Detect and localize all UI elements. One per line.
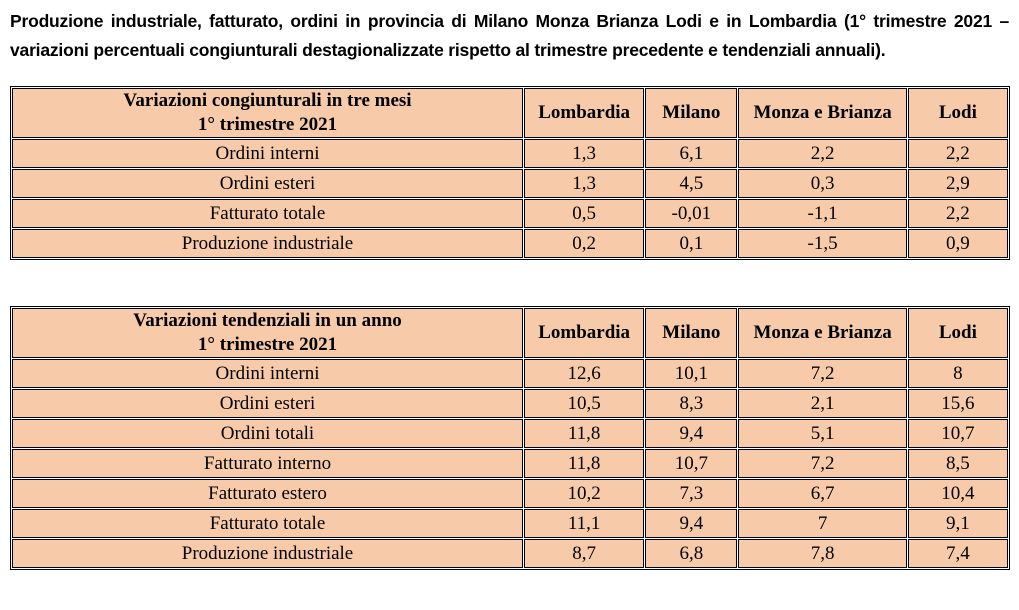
- table-title-cell: [12, 88, 523, 138]
- value-cell: 9,4: [645, 419, 737, 448]
- table-title-cell: [12, 308, 523, 358]
- value-cell: 1,3: [524, 139, 644, 168]
- value-cell: 8: [908, 359, 1008, 388]
- table-row: [12, 199, 1008, 228]
- value-cell: 9,4: [645, 509, 737, 538]
- row-label-cell: Produzione industriale: [12, 539, 523, 568]
- row-label-cell: Produzione industriale: [12, 229, 523, 258]
- value-cell: 2,2: [908, 199, 1008, 228]
- row-label-cell: Fatturato totale: [12, 199, 523, 228]
- value-cell: 0,2: [524, 229, 644, 258]
- value-cell: 2,2: [908, 139, 1008, 168]
- value-cell: 10,7: [645, 449, 737, 478]
- column-header-milano: Milano: [645, 88, 737, 138]
- value-cell: 10,1: [645, 359, 737, 388]
- congiunturali-table: [10, 86, 1010, 260]
- value-cell: 11,1: [524, 509, 644, 538]
- value-cell: 10,5: [524, 389, 644, 418]
- value-cell: 10,4: [908, 479, 1008, 508]
- value-cell: 11,8: [524, 419, 644, 448]
- table-row: [12, 539, 1008, 568]
- value-cell: 5,1: [738, 419, 906, 448]
- value-cell: 0,1: [645, 229, 737, 258]
- value-cell: 0,9: [908, 229, 1008, 258]
- value-cell: 10,2: [524, 479, 644, 508]
- value-cell: 6,8: [645, 539, 737, 568]
- value-cell: 7,2: [738, 359, 906, 388]
- value-cell: 6,1: [645, 139, 737, 168]
- value-cell: 7,4: [908, 539, 1008, 568]
- table-header-row: [12, 88, 1008, 138]
- value-cell: 12,6: [524, 359, 644, 388]
- table-row: [12, 449, 1008, 478]
- table-header-row: [12, 308, 1008, 358]
- value-cell: 7,8: [738, 539, 906, 568]
- column-header-lodi: Lodi: [908, 88, 1008, 138]
- value-cell: 10,7: [908, 419, 1008, 448]
- row-label-cell: Ordini esteri: [12, 389, 523, 418]
- value-cell: 6,7: [738, 479, 906, 508]
- table-row: [12, 509, 1008, 538]
- column-header-lodi: Lodi: [908, 308, 1008, 358]
- row-label-cell: Ordini totali: [12, 419, 523, 448]
- value-cell: 7: [738, 509, 906, 538]
- value-cell: 9,1: [908, 509, 1008, 538]
- value-cell: 0,5: [524, 199, 644, 228]
- table-row: [12, 479, 1008, 508]
- row-label-cell: Ordini interni: [12, 139, 523, 168]
- row-label-cell: Fatturato interno: [12, 449, 523, 478]
- table-row: [12, 389, 1008, 418]
- table-separator: [10, 260, 1009, 306]
- table-title-line1: Variazioni congiunturali in tre mesi: [123, 90, 412, 112]
- value-cell: 0,3: [738, 169, 906, 198]
- tendenziali-table: [10, 306, 1010, 570]
- column-header-milano: Milano: [645, 308, 737, 358]
- table-row: [12, 229, 1008, 258]
- value-cell: 8,7: [524, 539, 644, 568]
- value-cell: 2,9: [908, 169, 1008, 198]
- value-cell: 7,2: [738, 449, 906, 478]
- row-label-cell: Fatturato estero: [12, 479, 523, 508]
- table-title-line1: Variazioni tendenziali in un anno: [133, 310, 402, 332]
- value-cell: 7,3: [645, 479, 737, 508]
- value-cell: 11,8: [524, 449, 644, 478]
- table-row: [12, 419, 1008, 448]
- value-cell: 8,5: [908, 449, 1008, 478]
- table-title-line2: 1° trimestre 2021: [197, 334, 338, 355]
- value-cell: -1,5: [738, 229, 906, 258]
- value-cell: 8,3: [645, 389, 737, 418]
- column-header-lombardia: Lombardia: [524, 308, 644, 358]
- table-title-line2: 1° trimestre 2021: [197, 114, 338, 135]
- value-cell: -1,1: [738, 199, 906, 228]
- column-header-lombardia: Lombardia: [524, 88, 644, 138]
- row-label-cell: Ordini esteri: [12, 169, 523, 198]
- row-label-cell: Ordini interni: [12, 359, 523, 388]
- value-cell: 2,1: [738, 389, 906, 418]
- value-cell: 2,2: [738, 139, 906, 168]
- document-title: Produzione industriale, fatturato, ordini in provincia di Milano Monza Brianza Lodi e in Lombardia (1° trimestre 2021 – variazioni percentuali congiunturali destagionalizzate rispetto al trimestre precedente e tendenziali annuali).: [10, 11, 1009, 60]
- table-row: [12, 169, 1008, 198]
- table-row: [12, 139, 1008, 168]
- value-cell: -0,01: [645, 199, 737, 228]
- table-row: [12, 359, 1008, 388]
- column-header-monza-brianza: Monza e Brianza: [738, 308, 906, 358]
- value-cell: 15,6: [908, 389, 1008, 418]
- value-cell: 4,5: [645, 169, 737, 198]
- column-header-monza-brianza: Monza e Brianza: [738, 88, 906, 138]
- row-label-cell: Fatturato totale: [12, 509, 523, 538]
- value-cell: 1,3: [524, 169, 644, 198]
